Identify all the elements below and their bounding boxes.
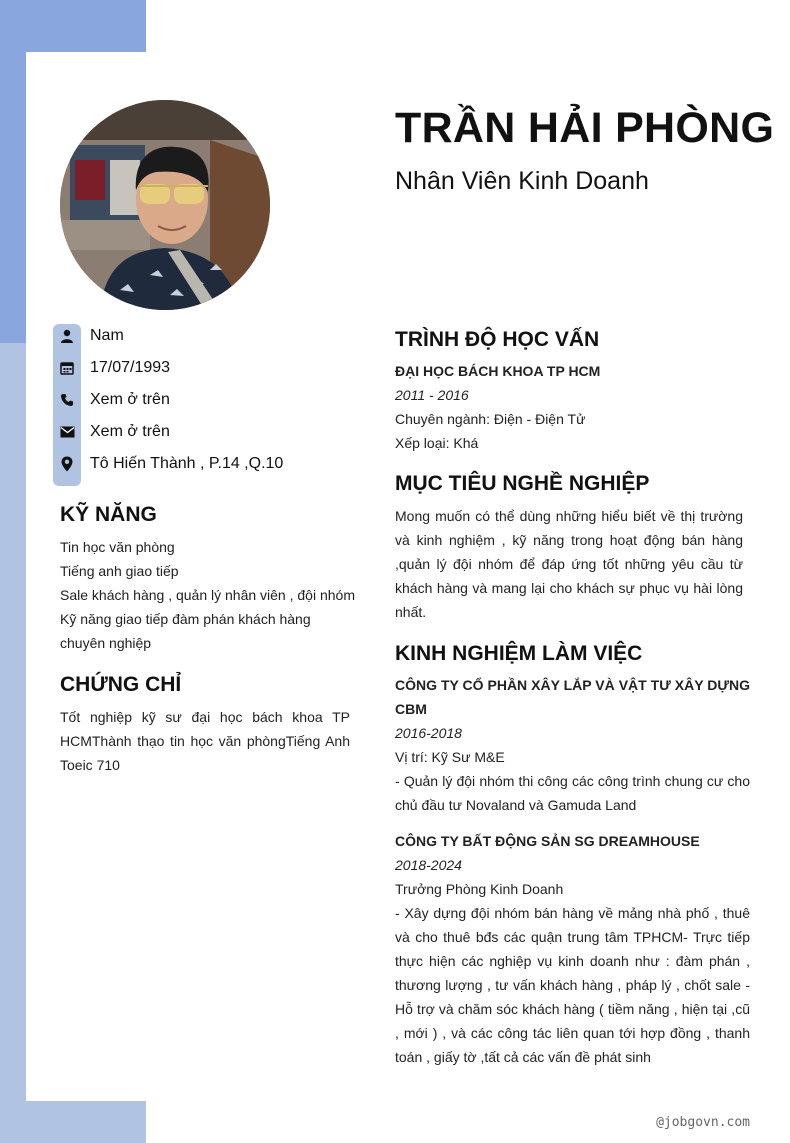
skill-item: Tin học văn phòng [60,539,175,555]
phone-icon [53,384,81,416]
job-period: 2018-2024 [395,857,462,873]
skills-heading: KỸ NĂNG [60,503,157,526]
education-block [395,359,750,455]
experience-job [395,829,750,1069]
calendar-icon [53,352,81,384]
education-period: 2011 - 2016 [395,387,469,403]
candidate-name: TRẦN HẢI PHÒNG [395,104,775,152]
skill-item: Sale khách hàng , quản lý nhân viên , đội nhóm [60,587,355,603]
job-role: Vị trí: Kỹ Sư M&E [395,749,505,765]
job-period: 2016-2018 [395,725,462,741]
education-rank: Xếp loại: Khá [395,435,479,451]
mail-icon [53,416,81,448]
skills-list [60,535,355,655]
contact-phone [53,384,170,416]
job-description: - Quản lý đội nhóm thi công các công trình chung cư cho chủ đầu tư Novaland và Gamuda Land [395,773,750,813]
education-major: Chuyên ngành: Điện - Điện Tử [395,411,586,427]
education-heading: TRÌNH ĐỘ HỌC VẤN [395,328,600,351]
contact-text: 17/07/1993 [90,359,171,376]
job-description: - Xây dựng đội nhóm bán hàng về mảng nhà phố , thuê và cho thuê bđs các quận trung tâm TPHCM- Trực tiếp thực hiện các nghiệp vụ kinh doanh như : đàm phán , thương lượng , tư vấn khách hàng , pháp lý , chốt sale - Hỗ trợ và chăm sóc khách hàng ( tiềm năng , hiện tại ,cũ , mới ) , và các công tác liên quan tới hợp đồng , thanh toán , giấy tờ ,tất cả các vấn đề phát sinh [395,905,750,1065]
skill-item: chuyên nghiệp [60,635,152,651]
contact-text: Xem ở trên [90,391,170,408]
contact-birthday [53,352,170,384]
contact-email [53,416,170,448]
objective-text: Mong muốn có thể dùng những hiểu biết về thị trường và kinh nghiệm , kỹ năng trong hoạt động bán hàng ,quản lý đội nhóm để đáp ứng tốt những yêu cầu từ khách hàng và mang lại cho khách sự phục vụ hài lòng nhất. [395,508,743,620]
candidate-job-title: Nhân Viên Kinh Doanh [395,167,649,195]
footer-watermark: @jobgovn.com [656,1115,750,1130]
contact-address [53,448,283,480]
objective-heading: MỤC TIÊU NGHỀ NGHIỆP [395,472,650,495]
location-icon [53,448,81,480]
skill-item: Kỹ năng giao tiếp đàm phán khách hàng [60,611,311,627]
contact-gender [53,320,124,352]
job-role: Trưởng Phòng Kinh Doanh [395,881,564,897]
job-company: CÔNG TY BẤT ĐỘNG SẢN SG DREAMHOUSE [395,833,700,849]
experience-job [395,673,750,817]
education-school: ĐẠI HỌC BÁCH KHOA TP HCM [395,363,601,379]
skill-item: Tiếng anh giao tiếp [60,563,179,579]
contact-text: Nam [90,327,124,344]
decor-strip-left [0,343,26,1103]
contact-text: Tô Hiến Thành , P.14 ,Q.10 [90,455,284,472]
decor-block-bottom [0,1101,146,1143]
certificates-heading: CHỨNG CHỈ [60,673,182,696]
job-company: CÔNG TY CỔ PHẦN XÂY LẮP VÀ VẬT TƯ XÂY DỰNG CBM [395,677,750,717]
person-icon [53,320,81,352]
profile-photo [60,100,270,310]
contact-text: Xem ở trên [90,423,170,440]
certificates-text: Tốt nghiệp kỹ sư đại học bách khoa TP HCMThành thạo tin học văn phòngTiếng Anh Toeic 710 [60,709,350,773]
experience-heading: KINH NGHIỆM LÀM VIỆC [395,642,643,665]
